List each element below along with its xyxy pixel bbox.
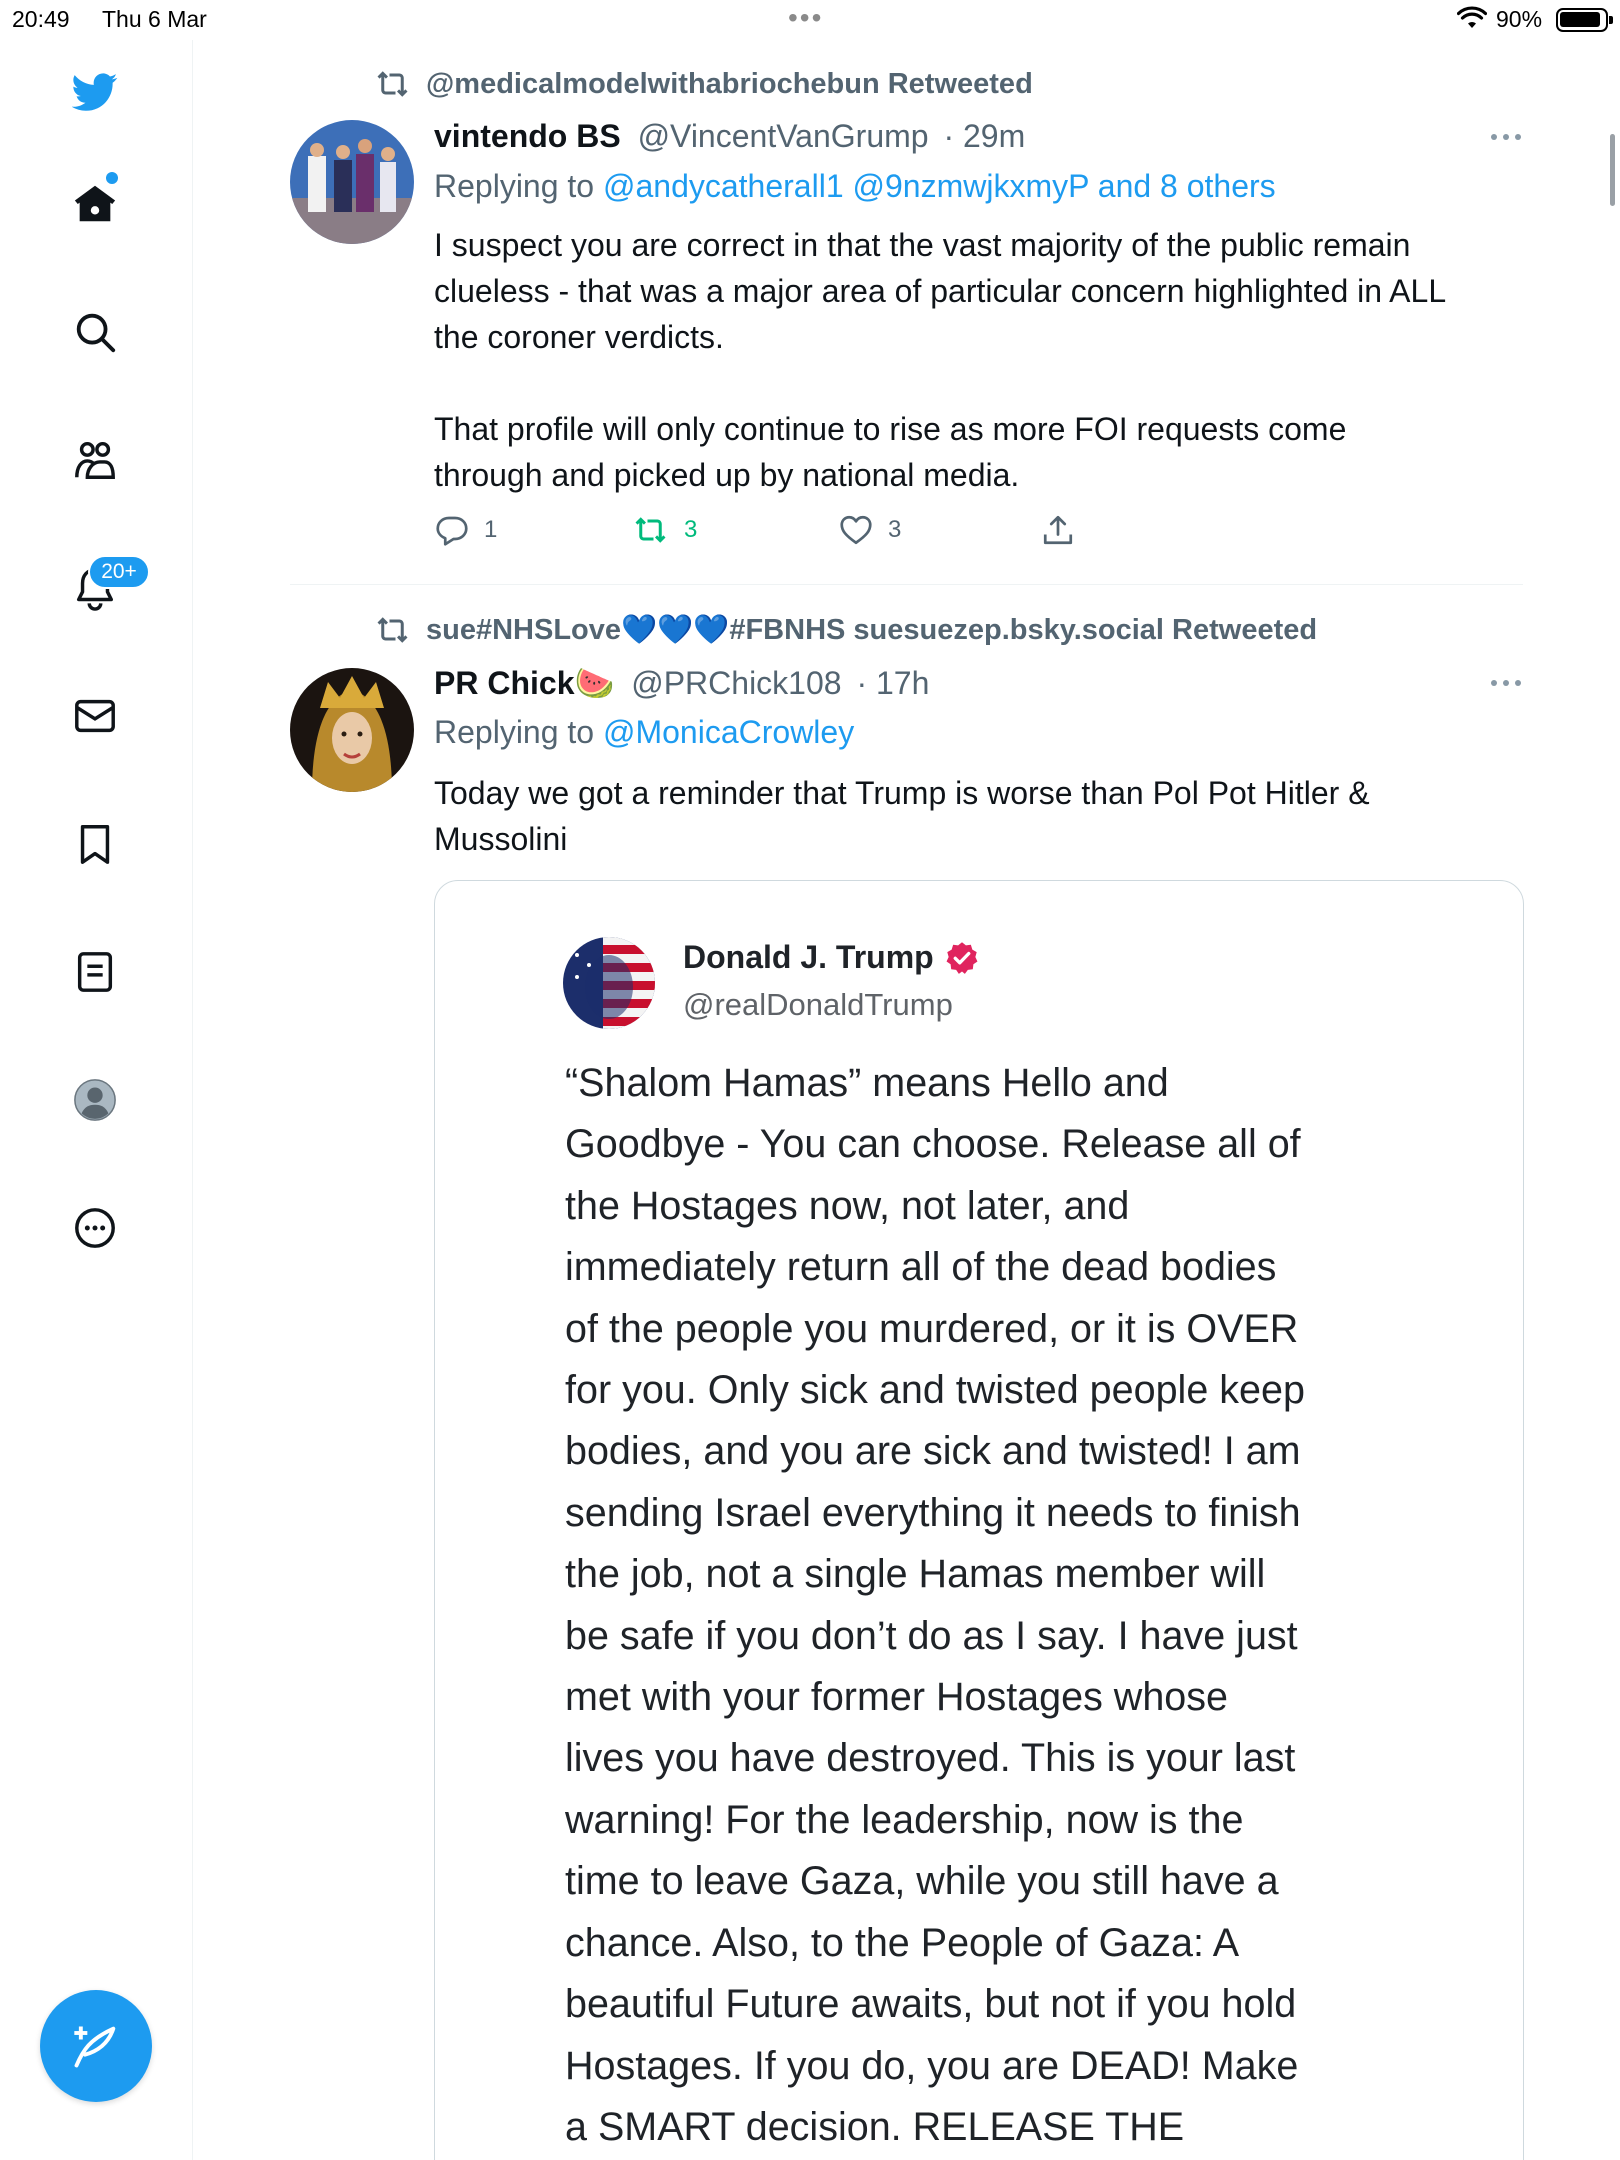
quoted-text-line: of the people you murdered, or it is OVER [565, 1306, 1299, 1351]
quoted-text-line: warning! For the leadership, now is the [565, 1797, 1244, 1842]
tweet-body-line: I suspect you are correct in that the vast majority of the public remain [434, 227, 1411, 263]
retweeted-by-row [376, 66, 1033, 102]
replying-to-mentions[interactable]: @MonicaCrowley [602, 714, 855, 750]
quoted-text-line: sending Israel everything it needs to finish [565, 1490, 1301, 1535]
tweet-body-line: clueless - that was a major area of particular concern highlighted in ALL [434, 273, 1447, 309]
quoted-post-text [565, 1053, 1405, 2158]
replying-to-row [434, 168, 1276, 205]
quoted-text-line: bodies, and you are sick and twisted! I am [565, 1429, 1301, 1474]
notification-count-badge: 20+ [88, 555, 150, 589]
quoted-text-line: beautiful Future awaits, but not if you hold [565, 1982, 1297, 2027]
tweet-actions [434, 512, 1114, 556]
battery-percentage: 90% [1496, 6, 1543, 32]
reply-button[interactable] [434, 512, 497, 548]
share-button[interactable] [1040, 512, 1090, 548]
more-options-icon[interactable] [1488, 677, 1524, 689]
retweeted-by-label[interactable]: @medicalmodelwithabriochebun Retweeted [426, 67, 1033, 100]
quoted-author-name [683, 939, 980, 976]
battery-icon [1556, 8, 1608, 32]
tweet-body-line: Mussolini [434, 821, 568, 857]
quoted-text-line: Goodbye - You can choose. Release all of [565, 1122, 1301, 1167]
quoted-author-name-text: Donald J. Trump [683, 939, 934, 975]
heart-icon [838, 512, 874, 548]
tweet-time[interactable]: · 17h [856, 665, 930, 701]
status-bar [0, 0, 1620, 40]
twitter-bird-icon[interactable] [69, 66, 121, 118]
retweet-icon [376, 66, 412, 102]
quoted-author-avatar [563, 937, 655, 1029]
tweet-divider [290, 584, 1523, 585]
home-icon[interactable] [69, 178, 121, 230]
avatar[interactable] [290, 120, 414, 244]
multitasking-dots-icon[interactable]: ••• [788, 2, 824, 33]
home-unread-dot [106, 172, 118, 184]
like-button[interactable] [838, 512, 901, 548]
lists-icon[interactable] [69, 946, 121, 998]
tweet-body-line: That profile will only continue to rise as more FOI requests come [434, 411, 1347, 447]
user-handle[interactable]: @VincentVanGrump [637, 118, 929, 154]
quoted-text-line: met with your former Hostages whose [565, 1675, 1228, 1720]
replying-to-row [434, 714, 854, 751]
tweet-body [434, 222, 1524, 498]
search-icon[interactable] [69, 306, 121, 358]
reply-count: 1 [484, 516, 498, 543]
timeline-scrollbar[interactable] [1610, 134, 1615, 206]
share-icon [1040, 512, 1076, 548]
retweet-icon [376, 612, 412, 648]
more-circle-icon[interactable] [69, 1202, 121, 1254]
avatar[interactable] [290, 668, 414, 792]
quoted-text-line: chance. Also, to the People of Gaza: A [565, 1920, 1240, 1965]
user-handle[interactable]: @PRChick108 [631, 665, 842, 701]
retweeted-by-row [376, 612, 1317, 648]
quoted-text-line: time to leave Gaza, while you still have a [565, 1859, 1279, 1904]
quoted-text-line: Hostages. If you do, you are DEAD! Make [565, 2043, 1299, 2088]
quoted-image-card[interactable] [434, 880, 1524, 2160]
retweet-count: 3 [684, 516, 698, 543]
verified-badge-icon [944, 940, 980, 976]
replying-to-label: Replying to [434, 714, 595, 750]
quoted-text-line: lives you have destroyed. This is your last [565, 1736, 1296, 1781]
quoted-text-line: for you. Only sick and twisted people keep [565, 1368, 1305, 1413]
status-time: 20:49 [12, 6, 70, 32]
quoted-text-line: the job, not a single Hamas member will [565, 1552, 1266, 1597]
sidebar-nav [0, 40, 193, 2160]
tweet-time[interactable]: · 29m [943, 118, 1026, 154]
status-date: Thu 6 Mar [102, 6, 207, 32]
quoted-author-handle: @realDonaldTrump [683, 987, 953, 1022]
compose-feather-icon [70, 2020, 122, 2072]
compose-tweet-button[interactable] [40, 1990, 152, 2102]
quoted-text-line: “Shalom Hamas” means Hello and [565, 1061, 1169, 1105]
quoted-text-line: a SMART decision. RELEASE THE [565, 2104, 1185, 2149]
messages-envelope-icon[interactable] [69, 690, 121, 742]
quoted-text-line: immediately return all of the dead bodies [565, 1245, 1277, 1290]
tweet-header [434, 118, 1025, 155]
reply-icon [434, 512, 470, 548]
bookmarks-icon[interactable] [69, 818, 121, 870]
tweet-header [434, 664, 929, 702]
like-count: 3 [888, 516, 902, 543]
tweet-body-line: Today we got a reminder that Trump is worse than Pol Pot Hitler & [434, 775, 1370, 811]
tweet-body-blank-line [434, 360, 1524, 406]
replying-to-mentions[interactable]: @andycatherall1 @9nzmwjkxmyP and 8 others [602, 168, 1276, 204]
tweet-body-line: through and picked up by national media. [434, 457, 1020, 493]
replying-to-label: Replying to [434, 168, 595, 204]
retweet-icon [634, 512, 670, 548]
more-options-icon[interactable] [1488, 131, 1524, 143]
display-name[interactable]: vintendo BS [434, 118, 621, 154]
quoted-text-line: the Hostages now, not later, and [565, 1183, 1130, 1228]
quoted-text-line: be safe if you don’t do as I say. I have just [565, 1613, 1298, 1658]
retweet-button[interactable] [634, 512, 697, 548]
tweet-body-line: the coroner verdicts. [434, 319, 724, 355]
tweet-body [434, 770, 1524, 862]
display-name[interactable]: PR Chick🍉 [434, 665, 615, 701]
retweeted-by-label[interactable]: sue#NHSLove💙💙💙#FBNHS suesuezep.bsky.social Retweeted [426, 614, 1318, 646]
communities-icon[interactable] [69, 434, 121, 486]
wifi-icon [1457, 6, 1487, 30]
profile-icon[interactable] [69, 1074, 121, 1126]
